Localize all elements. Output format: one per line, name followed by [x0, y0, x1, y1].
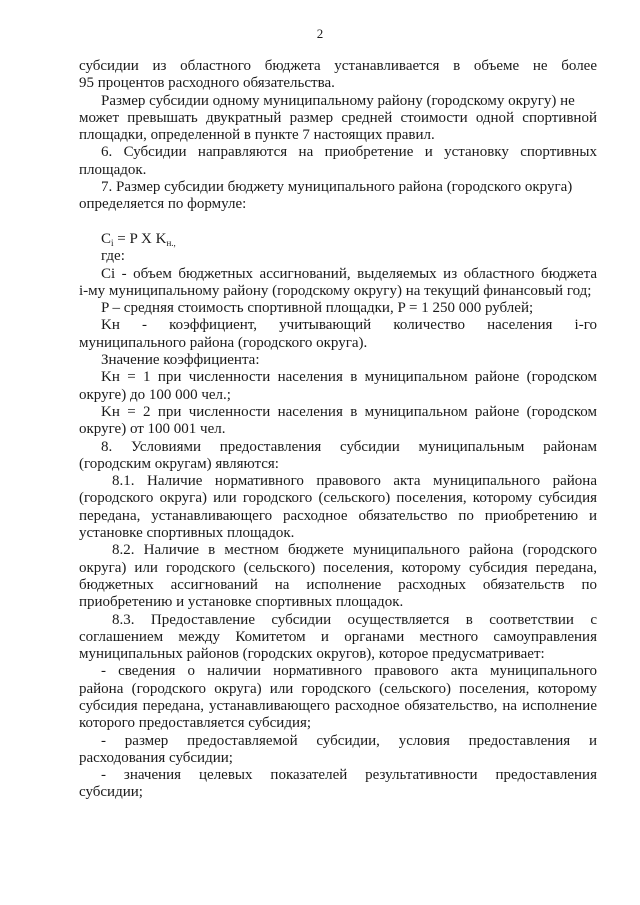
text-line: (городского округа) или городского (сельского) поселения, которому субсидия: [79, 490, 597, 507]
formula-line: [79, 231, 597, 248]
text-line: i-му муниципальному району (городскому округу) на текущий финансовый год;: [79, 282, 592, 299]
text-line: соглашением между Комитетом и органами местного самоуправления: [79, 628, 597, 645]
text-line: Размер субсидии одному муниципальному району (городскому округу) не: [101, 92, 575, 109]
formula-k-sub: н.,: [166, 237, 176, 248]
text-line: может превышать двукратный размер средней стоимости одной спортивной: [79, 109, 597, 126]
text-block-main: [79, 248, 597, 802]
formula-body: = P X K: [113, 230, 167, 247]
text-line: - сведения о наличии нормативного правового акта муниципального: [101, 663, 597, 680]
text-line: 8. Условиями предоставления субсидии муниципальным районам: [101, 438, 597, 455]
text-line: Kн = 2 при численности населения в муниципальном районе (городском: [101, 403, 597, 420]
text-block-intro: [79, 58, 597, 214]
text-line: субсидия передана, устанавливающего расходное обязательство, на исполнение: [79, 697, 597, 714]
text-line: Kн - коэффициент, учитывающий количество населения i-го: [101, 317, 597, 334]
text-line: - размер предоставляемой субсидии, условия предоставления и: [101, 732, 597, 749]
text-line: приобретению и установке спортивных площадок.: [79, 594, 404, 611]
text-line: субсидии из областного бюджета устанавливается в объеме не более: [79, 58, 597, 74]
text-line: Ci - объем бюджетных ассигнований, выделяемых из областного бюджета: [101, 265, 597, 282]
text-line: 8.1. Наличие нормативного правового акта муниципального района: [112, 473, 597, 490]
text-line: 8.3. Предоставление субсидии осуществляется в соответствии с: [112, 611, 597, 628]
text-line: P – средняя стоимость спортивной площадки, P = 1 250 000 рублей;: [101, 300, 534, 317]
text-line: установке спортивных площадок.: [79, 525, 295, 542]
text-line: где:: [101, 248, 125, 265]
text-line: Kн = 1 при численности населения в муниципальном районе (городском: [101, 369, 597, 386]
text-line: субсидии;: [79, 784, 143, 801]
text-line: Значение коэффициента:: [101, 352, 260, 369]
text-line: округа) или городского (сельского) поселения, которому субсидия передана,: [79, 559, 597, 576]
formula-c: C: [101, 230, 112, 247]
text-line: площадки, определенной в пункте 7 настоящих правил.: [79, 127, 435, 144]
formula-c-sub: i: [111, 237, 114, 248]
blank-line: [79, 214, 597, 231]
text-line: определяется по формуле:: [79, 196, 247, 213]
text-line: расходования субсидии;: [79, 749, 233, 766]
text-line: бюджетных ассигнований на исполнение расходных обязательств по: [79, 576, 597, 593]
text-line: 6. Субсидии направляются на приобретение и установку спортивных: [101, 144, 597, 161]
text-line: - значения целевых показателей результативности предоставления: [101, 767, 597, 784]
text-line: 95 процентов расходного обязательства.: [79, 75, 335, 92]
text-line: (городским округам) являются:: [79, 455, 279, 472]
document-body: [79, 58, 597, 802]
text-line: которого предоставляется субсидия;: [79, 715, 312, 732]
text-line: округе) до 100 000 чел.;: [79, 386, 231, 403]
text-line: передана, устанавливающего расходное обязательство по приобретению и: [79, 507, 597, 524]
text-line: 7. Размер субсидии бюджету муниципального района (городского округа): [101, 179, 573, 196]
text-line: 8.2. Наличие в местном бюджете муниципального района (городского: [112, 542, 597, 559]
text-line: муниципального района (городского округа).: [79, 334, 368, 351]
text-line: муниципальных районов (городских округов), которое предусматривает:: [79, 646, 545, 663]
text-line: округе) от 100 001 чел.: [79, 421, 226, 438]
text-line: района (городского округа) или городского (сельского) поселения, которому: [79, 680, 597, 697]
text-line: площадок.: [79, 161, 147, 178]
page-number: 2: [316, 26, 324, 41]
